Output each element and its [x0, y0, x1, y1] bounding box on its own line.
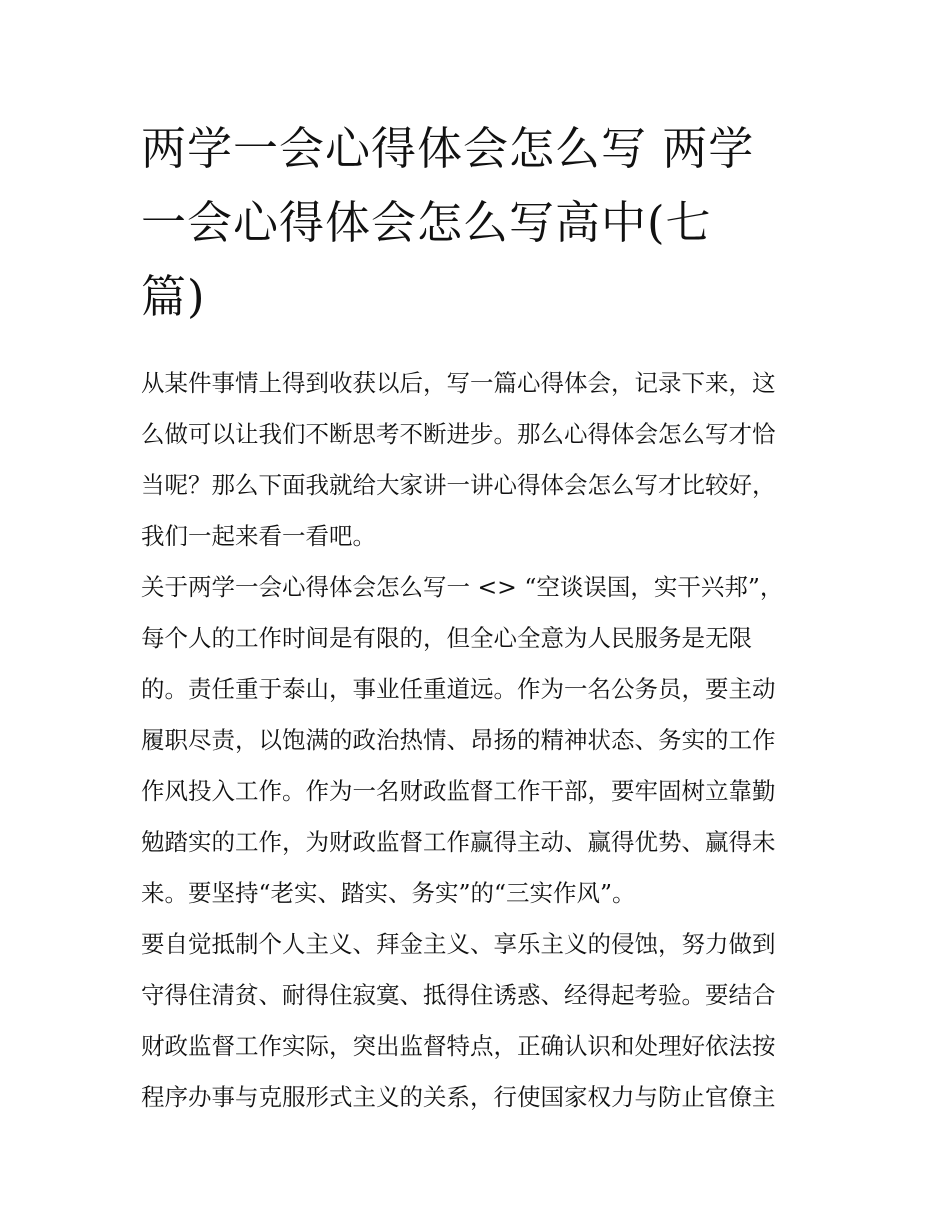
text-line: 从某件事情上得到收获以后，写一篇心得体会，记录下来，这	[141, 369, 776, 397]
text-line: 财政监督工作实际，突出监督特点，正确认识和处理好依法按	[141, 1032, 776, 1060]
title-line: 篇)	[141, 270, 206, 323]
text-line: 作风投入工作。作为一名财政监督工作干部，要牢固树立靠勤	[141, 777, 776, 805]
text-line: 么做可以让我们不断思考不断进步。那么心得体会怎么写才恰	[141, 420, 776, 448]
document-title	[141, 112, 811, 334]
text-line: 关于两学一会心得体会怎么写一 <> “空谈误国，实干兴邦”，	[141, 573, 784, 601]
intro-paragraph	[141, 358, 811, 562]
text-line: 每个人的工作时间是有限的，但全心全意为人民服务是无限	[141, 624, 752, 652]
text-line: 勉踏实的工作，为财政监督工作赢得主动、赢得优势、赢得未	[141, 828, 776, 856]
text-line: 守得住清贫、耐得住寂寞、抵得住诱惑、经得起考验。要结合	[141, 981, 776, 1009]
body-paragraph	[141, 562, 811, 919]
text-line: 当呢？那么下面我就给大家讲一讲心得体会怎么写才比较好，	[141, 471, 776, 499]
body-paragraph	[141, 919, 811, 1123]
document-page	[141, 112, 811, 1123]
text-line: 来。要坚持“老实、踏实、务实”的“三实作风”。	[141, 879, 636, 907]
text-line: 的。责任重于泰山，事业任重道远。作为一名公务员，要主动	[141, 675, 776, 703]
text-line: 要自觉抵制个人主义、拜金主义、享乐主义的侵蚀，努力做到	[141, 930, 776, 958]
title-line: 两学一会心得体会怎么写 两学	[141, 122, 755, 175]
text-line: 我们一起来看一看吧。	[141, 522, 376, 550]
text-line: 程序办事与克服形式主义的关系，行使国家权力与防止官僚主	[141, 1083, 776, 1111]
text-line: 履职尽责，以饱满的政治热情、昂扬的精神状态、务实的工作	[141, 726, 776, 754]
title-line: 一会心得体会怎么写高中(七	[141, 196, 712, 249]
